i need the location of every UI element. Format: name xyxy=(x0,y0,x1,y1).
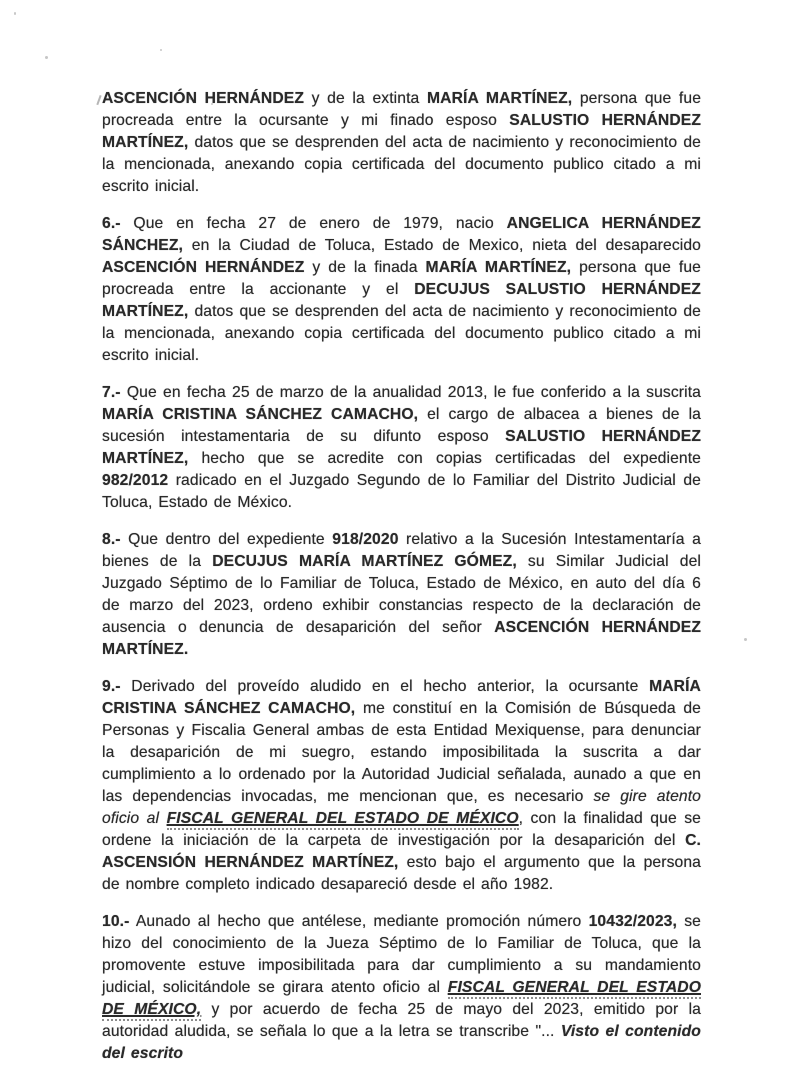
person-name: ASCENCIÓN HERNÁNDEZ MARTÍNEZ. xyxy=(102,619,701,658)
text-segment: persona que fue procreada entre la ocursante y mi finado esposo xyxy=(102,90,702,129)
person-name: ASCENCIÓN HERNÁNDEZ xyxy=(102,259,305,276)
person-name: SALUSTIO HERNÁNDEZ MARTÍNEZ, xyxy=(102,428,702,467)
case-number: 10432/2023, xyxy=(588,913,677,930)
case-number: 982/2012 xyxy=(102,472,169,489)
document-body xyxy=(102,88,701,1080)
paragraph-item-8 xyxy=(102,529,701,661)
paragraph-item-6 xyxy=(102,213,701,367)
transcription-quote: Visto el contenido del escrito xyxy=(102,1023,701,1062)
text-segment: persona que fue procreada entre la accionante y el xyxy=(102,259,701,298)
text-segment: datos que se desprenden del acta de nacimiento y reconocimiento de la mencionada, anexando copia certificada del documento publico citado a mi escrito inicial. xyxy=(102,303,701,364)
text-segment: Que en fecha 25 de marzo de la anualidad 2013, le fue conferido a la suscrita xyxy=(120,384,701,401)
text-segment: y por acuerdo de fecha 25 de mayo del 2023, emitido por la autoridad aludida, se señala lo que a la letra se transcribe "... xyxy=(102,1001,701,1040)
text-segment: relativo a la Sucesión Intestamentaría a bienes de la xyxy=(102,531,701,570)
text-segment: datos que se desprenden del acta de nacimiento y reconocimiento de la mencionada, anexando copia certificada del documento publico citado a mi escrito inicial. xyxy=(102,134,701,195)
case-number: 918/2020 xyxy=(332,531,399,548)
text-segment: se gire atento oficio al xyxy=(102,788,702,827)
text-segment: hecho que se acredite con copias certificadas del expediente xyxy=(188,450,701,467)
person-name: C. ASCENSIÓN HERNÁNDEZ MARTÍNEZ, xyxy=(102,832,701,871)
text-segment: y de la finada xyxy=(304,259,426,276)
item-number: 6.- xyxy=(102,215,121,232)
text-segment: esto bajo el argumento que la persona de nombre completo indicado desapareció desde el año 1982. xyxy=(102,854,701,893)
item-number: 7.- xyxy=(102,384,121,401)
item-number: 10.- xyxy=(102,913,130,930)
paragraph-item-10 xyxy=(102,911,701,1065)
person-name: SALUSTIO HERNÁNDEZ MARTÍNEZ, xyxy=(102,112,701,151)
emphasis-fiscal-general: FISCAL GENERAL DEL ESTADO DE MÉXICO xyxy=(167,810,519,830)
text-segment: , con la finalidad que se ordene la iniciación de la carpeta de investigación por la desaparición del xyxy=(102,810,701,849)
paragraph-item-7 xyxy=(102,382,701,514)
person-name: MARÍA MARTÍNEZ, xyxy=(425,259,572,276)
person-name: DECUJUS SALUSTIO HERNÁNDEZ MARTÍNEZ, xyxy=(102,281,701,320)
person-name: ASCENCIÓN HERNÁNDEZ xyxy=(102,90,305,107)
person-name: MARÍA MARTÍNEZ, xyxy=(426,90,573,107)
scan-speck xyxy=(45,56,48,59)
scan-slash-mark xyxy=(96,95,101,105)
paragraph-item-9 xyxy=(102,676,701,896)
text-segment: Que en fecha 27 de enero de 1979, nacio xyxy=(120,215,507,232)
text-segment: el cargo de albacea a bienes de la sucesión intestamentaria de su difunto esposo xyxy=(102,406,701,445)
text-segment: en la Ciudad de Toluca, Estado de Mexico, nieta del desaparecido xyxy=(182,237,701,254)
person-name: ANGELICA HERNÁNDEZ SÁNCHEZ, xyxy=(102,215,701,254)
text-segment: me constituí en la Comisión de Búsqueda de Personas y Fiscalia General ambas de esta Entidad Mexiquense, para denunciar la desaparición de mi suegro, estando imposibilitada la suscrita a dar cumplimiento a lo ordenado por la Autoridad Judicial señalada, aunado a que en las dependencias invocadas, me mencionan que, es necesario xyxy=(102,700,702,805)
text-segment: y de la extinta xyxy=(304,90,427,107)
person-name: MARÍA CRISTINA SÁNCHEZ CAMACHO, xyxy=(102,678,701,717)
text-segment: Aunado al hecho que antélese, mediante promoción número xyxy=(129,913,589,930)
text-segment: Que dentro del expediente xyxy=(120,531,333,548)
scan-speck xyxy=(14,12,16,15)
scan-speck xyxy=(744,638,747,641)
text-segment: radicado en el Juzgado Segundo de lo Familiar del Distrito Judicial de Toluca, Estado de México. xyxy=(102,472,701,511)
person-name: MARÍA CRISTINA SÁNCHEZ CAMACHO, xyxy=(102,406,419,423)
item-number: 8.- xyxy=(102,531,121,548)
paragraph-continuation xyxy=(102,88,701,198)
emphasis-fiscal-general: FISCAL GENERAL DEL ESTADO DE MÉXICO, xyxy=(102,979,701,1021)
text-segment: Derivado del proveído aludido en el hecho anterior, la ocursante xyxy=(120,678,650,695)
text-segment: se hizo del conocimiento de la Jueza Séptimo de lo Familiar de Toluca, que la promovente estuve imposibilitada para dar cumplimiento a su mandamiento judicial, solicitándole se girara atento oficio al xyxy=(102,913,701,996)
text-segment: su Similar Judicial del Juzgado Séptimo de lo Familiar de Toluca, Estado de México, en auto del día 6 de marzo del 2023, ordeno exhibir constancias respecto de la declaración de ausencia o denuncia de desaparición del señor xyxy=(102,553,701,636)
scan-speck xyxy=(160,49,162,51)
item-number: 9.- xyxy=(102,678,121,695)
person-name: DECUJUS MARÍA MARTÍNEZ GÓMEZ, xyxy=(212,553,517,570)
text-segment xyxy=(159,810,166,827)
